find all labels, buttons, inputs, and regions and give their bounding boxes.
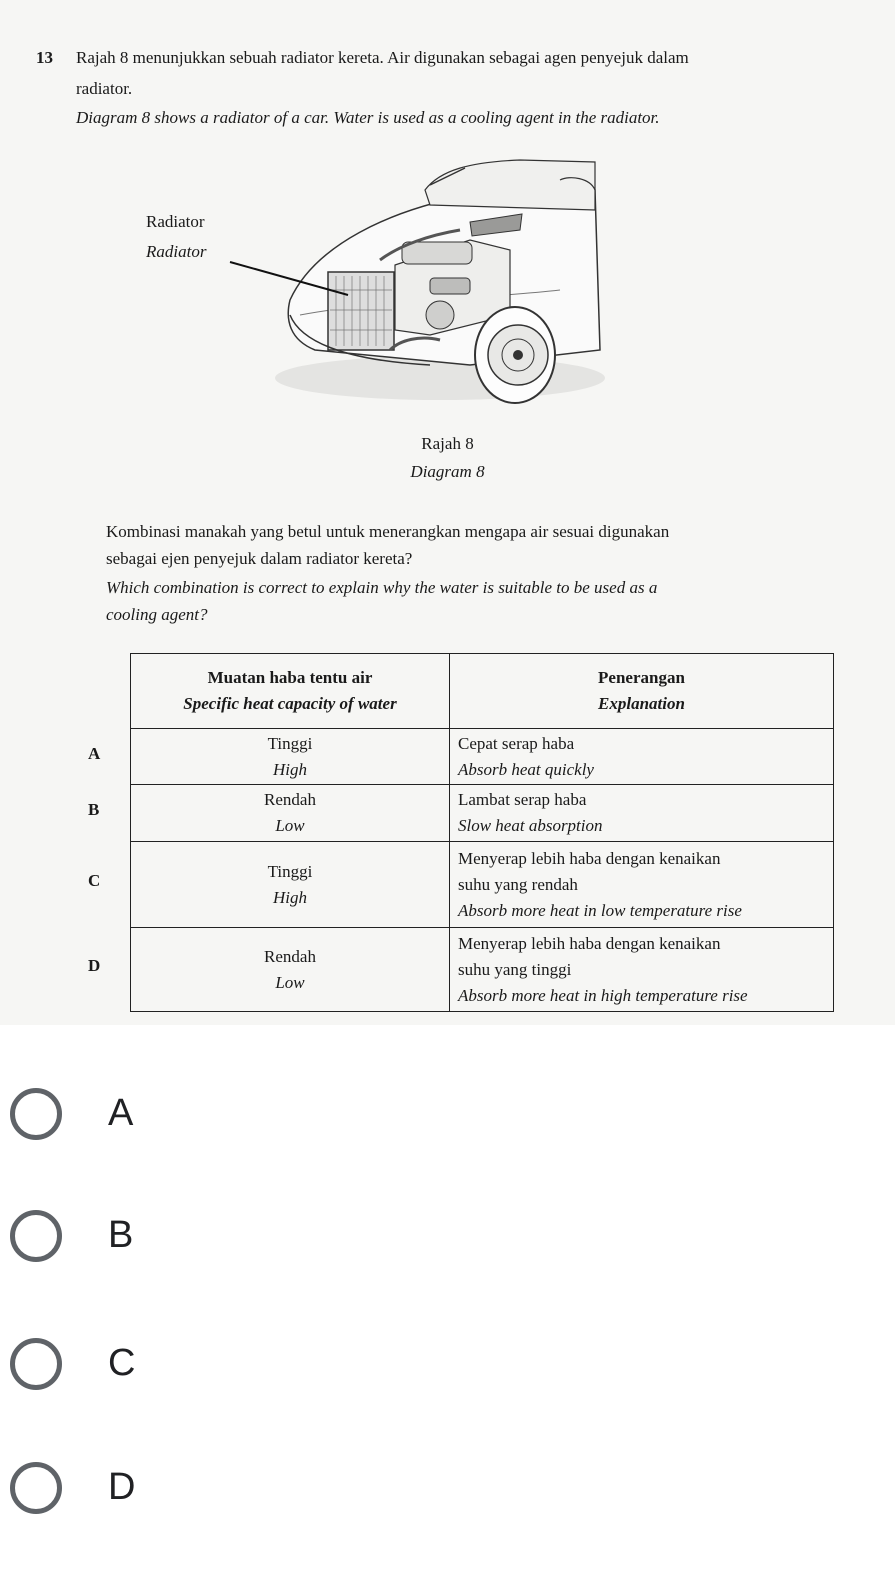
option-a[interactable]	[10, 1088, 410, 1152]
header-explanation	[450, 654, 834, 729]
explanation-ms-line2: suhu yang tinggi	[458, 959, 572, 979]
explanation-cell	[450, 842, 834, 928]
car-illustration	[140, 150, 610, 420]
table-row	[131, 842, 834, 928]
explanation-ms-line1: Menyerap lebih haba dengan kenaikan	[458, 933, 721, 953]
radio-circle-icon[interactable]	[10, 1462, 62, 1514]
capacity-cell	[131, 842, 450, 928]
explanation-ms-line2: suhu yang rendah	[458, 874, 578, 894]
figure-label-en: Radiator	[146, 242, 207, 261]
row-label: C	[88, 871, 101, 890]
explanation-en: Absorb heat quickly	[458, 759, 594, 779]
car-radiator-diagram	[140, 150, 610, 420]
explanation-en: Absorb more heat in high temperature rise	[458, 985, 748, 1005]
capacity-cell	[131, 729, 450, 785]
header-col2-ms: Penerangan	[598, 668, 685, 687]
explanation-ms: Cepat serap haba	[458, 733, 575, 753]
answer-table	[130, 653, 834, 1012]
table-row	[131, 785, 834, 842]
explanation-cell	[450, 785, 834, 842]
explanation-en: Slow heat absorption	[458, 816, 603, 835]
option-label: A	[108, 1092, 134, 1134]
capacity-ms: Rendah	[264, 946, 316, 966]
table-header-row	[131, 654, 834, 729]
question-text-en: Diagram 8 shows a radiator of a car. Water is used as a cooling agent in the radiator.	[76, 108, 660, 127]
explanation-en: Absorb more heat in low temperature rise	[458, 900, 742, 920]
explanation-cell	[450, 729, 834, 785]
capacity-cell	[131, 785, 450, 842]
prompt-ms-line1: Kombinasi manakah yang betul untuk menerangkan mengapa air sesuai digunakan	[106, 522, 670, 541]
row-label: A	[88, 744, 101, 763]
explanation-cell	[450, 928, 834, 1012]
option-c[interactable]	[10, 1338, 410, 1402]
figure-caption-ms: Rajah 8	[421, 434, 474, 453]
capacity-ms: Tinggi	[267, 861, 313, 881]
capacity-cell	[131, 928, 450, 1012]
header-col2-en: Explanation	[598, 694, 685, 713]
row-label: B	[88, 800, 100, 819]
capacity-en: High	[273, 759, 307, 779]
capacity-en: High	[273, 887, 307, 907]
header-specific-heat	[131, 654, 450, 729]
explanation-ms: Lambat serap haba	[458, 790, 587, 809]
radio-circle-icon[interactable]	[10, 1088, 62, 1140]
capacity-ms: Rendah	[264, 790, 316, 809]
radio-circle-icon[interactable]	[10, 1210, 62, 1262]
table-row	[131, 729, 834, 785]
explanation-ms-line1: Menyerap lebih haba dengan kenaikan	[458, 848, 721, 868]
option-label: D	[108, 1466, 136, 1508]
table-row	[131, 928, 834, 1012]
question-number: 13	[36, 48, 53, 67]
question-text-ms-line2: radiator.	[76, 79, 133, 98]
option-label: B	[108, 1214, 134, 1256]
row-label: D	[88, 956, 101, 975]
capacity-ms: Tinggi	[267, 733, 313, 753]
figure-label-ms: Radiator	[146, 212, 205, 231]
prompt-en-line1: Which combination is correct to explain why the water is suitable to be used as a	[106, 578, 658, 597]
figure-caption-en: Diagram 8	[410, 462, 485, 481]
capacity-en: Low	[275, 972, 305, 992]
option-label: C	[108, 1342, 136, 1384]
header-col1-en: Specific heat capacity of water	[183, 694, 397, 713]
option-b[interactable]	[10, 1210, 410, 1274]
option-d[interactable]	[10, 1462, 410, 1526]
capacity-en: Low	[275, 816, 305, 835]
radio-circle-icon[interactable]	[10, 1338, 62, 1390]
question-text-ms-line1: Rajah 8 menunjukkan sebuah radiator kereta. Air digunakan sebagai agen penyejuk dalam	[76, 48, 689, 67]
header-col1-ms: Muatan haba tentu air	[207, 668, 373, 687]
prompt-ms-line2: sebagai ejen penyejuk dalam radiator kereta?	[106, 549, 413, 568]
prompt-en-line2: cooling agent?	[106, 605, 208, 624]
